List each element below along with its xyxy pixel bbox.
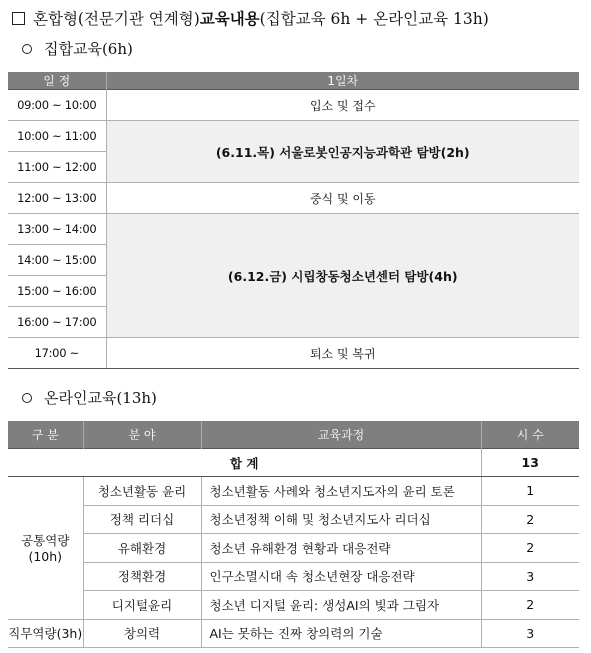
table-header-row [8, 421, 579, 449]
column-header: 시 수 [481, 421, 579, 449]
field-cell: 디지털윤리 [83, 591, 201, 620]
column-header: 분 야 [83, 421, 201, 449]
time-cell: 14:00 ~ 15:00 [8, 245, 106, 276]
time-cell: 17:00 ~ [8, 338, 106, 369]
field-cell: 유해환경 [83, 534, 201, 563]
heading-suffix: (집합교육 6h + 온라인교육 13h) [259, 10, 489, 28]
field-cell: 청소년활동 윤리 [83, 477, 201, 506]
activity-cell: 중식 및 이동 [106, 183, 579, 214]
total-hours: 13 [481, 449, 579, 477]
hours-cell: 2 [481, 505, 579, 534]
total-row [8, 449, 579, 477]
activity-cell: (6.12.금) 시립창동청소년센터 탐방(4h) [106, 214, 579, 338]
offline-subheading [22, 38, 133, 59]
time-cell: 12:00 ~ 13:00 [8, 183, 106, 214]
table-row [8, 534, 579, 563]
course-cell: AI는 못하는 진짜 창의력의 기술 [201, 619, 481, 648]
column-header: 일 정 [8, 72, 106, 90]
group-cell: 공통역량(10h) [8, 477, 83, 620]
field-cell: 창의력 [83, 619, 201, 648]
checkbox-icon [12, 12, 25, 25]
time-cell: 10:00 ~ 11:00 [8, 121, 106, 152]
section-heading [12, 7, 489, 29]
offline-title: 집합교육(6h) [44, 40, 133, 58]
table-row [8, 477, 579, 506]
table-row [8, 90, 579, 121]
circle-bullet-icon [22, 393, 32, 403]
time-cell: 15:00 ~ 16:00 [8, 276, 106, 307]
circle-bullet-icon [22, 44, 32, 54]
activity-cell: (6.11.목) 서울로봇인공지능과학관 탐방(2h) [106, 121, 579, 183]
course-cell: 인구소멸시대 속 청소년현장 대응전략 [201, 562, 481, 591]
course-cell: 청소년정책 이해 및 청소년지도사 리더십 [201, 505, 481, 534]
online-course-table [8, 421, 579, 648]
table-row [8, 562, 579, 591]
table-row [8, 183, 579, 214]
time-cell: 13:00 ~ 14:00 [8, 214, 106, 245]
hours-cell: 3 [481, 562, 579, 591]
time-cell: 16:00 ~ 17:00 [8, 307, 106, 338]
time-cell: 09:00 ~ 10:00 [8, 90, 106, 121]
time-cell: 11:00 ~ 12:00 [8, 152, 106, 183]
table-row [8, 591, 579, 620]
online-title: 온라인교육(13h) [44, 389, 157, 407]
activity-cell: 입소 및 접수 [106, 90, 579, 121]
activity-cell: 퇴소 및 복귀 [106, 338, 579, 369]
table-row [8, 214, 579, 245]
column-header: 교육과정 [201, 421, 481, 449]
heading-bold: 교육내용 [199, 9, 260, 28]
table-row [8, 338, 579, 369]
hours-cell: 1 [481, 477, 579, 506]
field-cell: 정책 리더십 [83, 505, 201, 534]
heading-prefix: 혼합형(전문기관 연계형) [33, 10, 200, 28]
total-label: 합 계 [8, 449, 481, 477]
column-header: 구 분 [8, 421, 83, 449]
group-cell: 직무역량(3h) [8, 619, 83, 648]
column-header: 1일차 [106, 72, 579, 90]
hours-cell: 3 [481, 619, 579, 648]
hours-cell: 2 [481, 591, 579, 620]
table-header-row [8, 72, 579, 90]
offline-schedule-table [8, 72, 579, 369]
table-row [8, 619, 579, 648]
table-row [8, 505, 579, 534]
table-row [8, 121, 579, 152]
course-cell: 청소년활동 사례와 청소년지도자의 윤리 토론 [201, 477, 481, 506]
hours-cell: 2 [481, 534, 579, 563]
online-subheading [22, 387, 157, 408]
field-cell: 정책환경 [83, 562, 201, 591]
course-cell: 청소년 디지털 윤리: 생성AI의 빛과 그림자 [201, 591, 481, 620]
course-cell: 청소년 유해환경 현황과 대응전략 [201, 534, 481, 563]
